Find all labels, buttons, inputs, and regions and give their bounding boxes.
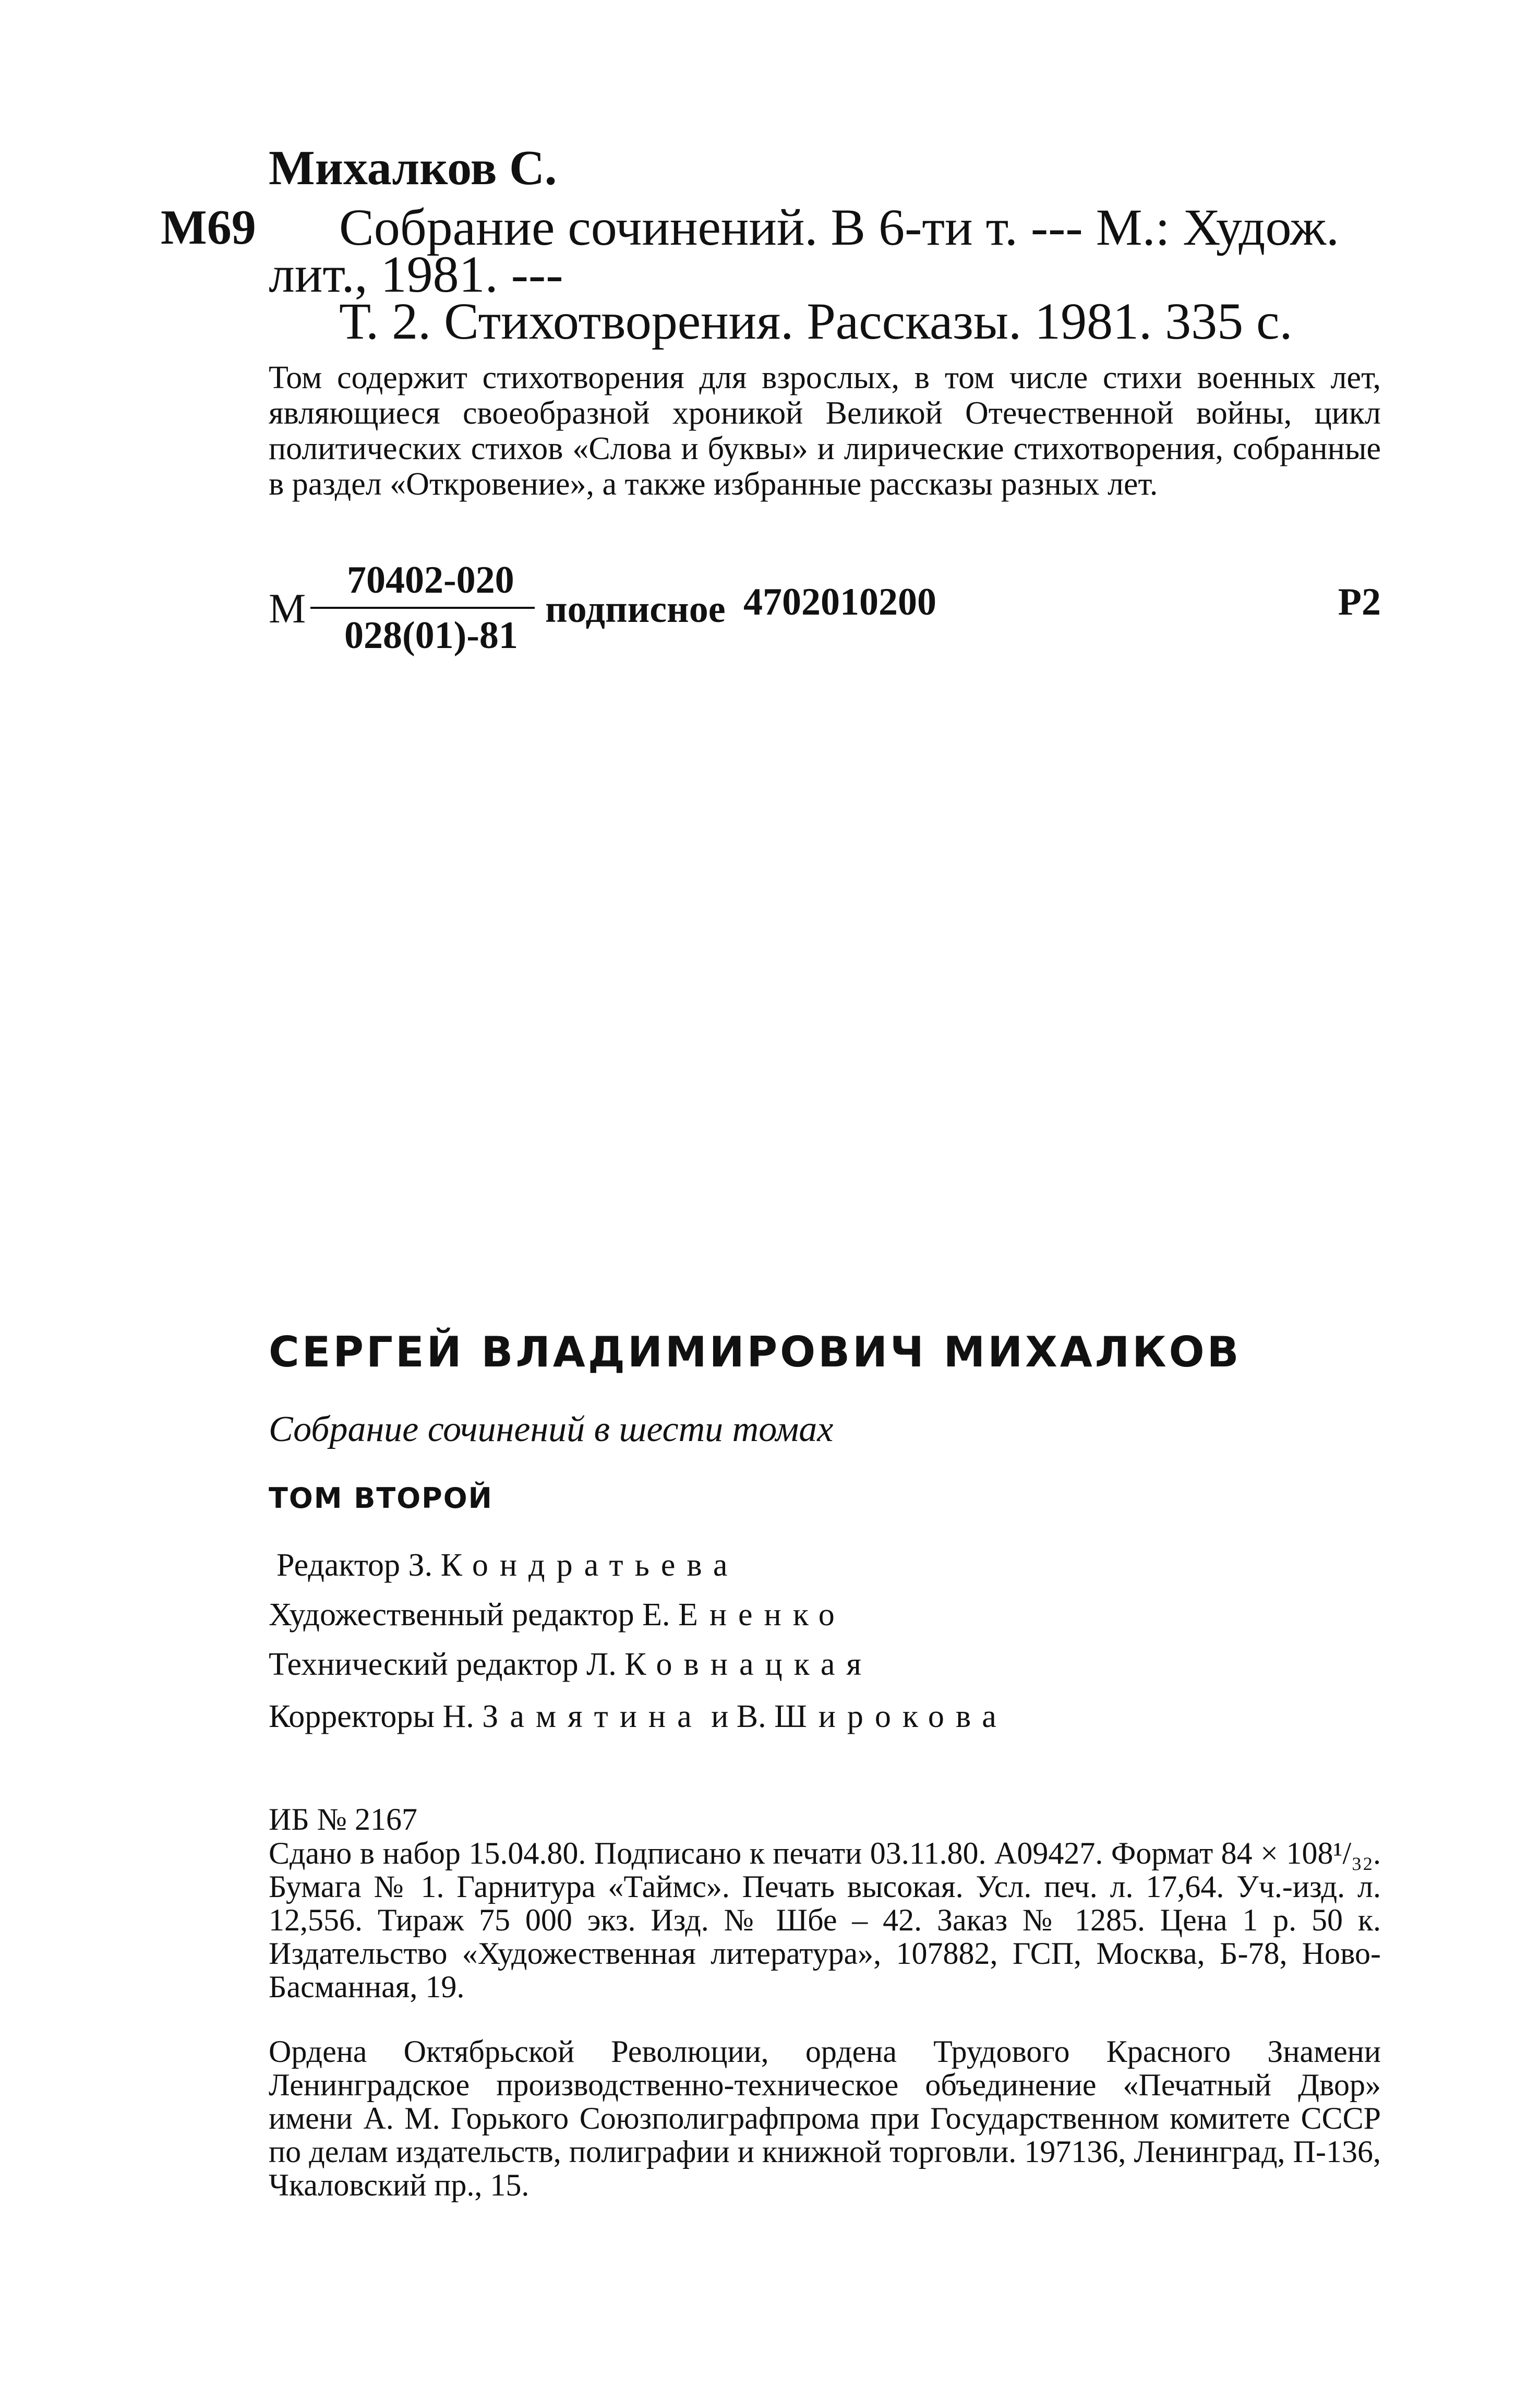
volume-line: Т. 2. Стихотворения. Рассказы. 1981. 335 с.: [339, 292, 1293, 350]
edition-line-2: лит., 1981. ---: [269, 245, 563, 303]
catalog-code-row: [269, 558, 1381, 678]
credit-editor: [276, 1547, 739, 1584]
print-details: Сдано в набор 15.04.80. Подписано к печати 03.11.80. А09427. Формат 84 × 108¹/₃₂. Бумага № 1. Гарнитура «Таймс». Печать высокая. Усл. печ. л. 17,64. Уч.-изд. л. 12,556. Тираж 75 000 экз. Изд. № Шбе – 42. Заказ № 1285. Цена 1 р. 50 к. Издательство «Художественная литература», 107882, ГСП, Москва, Б-78, Ново-Басманная, 19.: [269, 1836, 1381, 2004]
ib-number: ИБ № 2167: [269, 1802, 418, 1837]
credit-role: Технический редактор Л.: [269, 1647, 617, 1682]
catalog-denominator: 028(01)-81: [344, 614, 518, 657]
credit-role: Редактор З.: [276, 1547, 433, 1583]
volume-label: ТОМ ВТОРОЙ: [269, 1482, 493, 1515]
author-full-name: СЕРГЕЙ ВЛАДИМИРОВИЧ МИХАЛКОВ: [269, 1328, 1242, 1376]
fraction-bar: [310, 607, 535, 609]
credit-name: Ковнацкая: [624, 1647, 873, 1682]
credit-role: Художественный редактор Е.: [269, 1597, 670, 1633]
author-mark-code: М69: [161, 200, 256, 255]
credit-art-editor: [269, 1597, 846, 1634]
collection-subtitle: Собрание сочинений в шести томах: [269, 1409, 834, 1449]
credit-tech-editor: [269, 1646, 873, 1683]
author-heading: Михалков С.: [269, 141, 557, 195]
credit-name: Кондратьева: [440, 1547, 739, 1583]
catalog-numerator: 70402-020: [347, 559, 514, 602]
credit-name-2: Широкова: [774, 1699, 1008, 1734]
printer-info: Ордена Октябрьской Революции, ордена Трудового Красного Знамени Ленинградское производственно-техническое объединение «Печатный Двор» имени А. М. Горького Союзполиграфпрома при Государственном комитете СССР по делам издательств, полиграфии и книжной торговли. 197136, Ленинград, П-136, Чкаловский пр., 15.: [269, 2034, 1381, 2202]
credit-name: Ененко: [678, 1597, 846, 1633]
credit-joiner: и: [711, 1699, 729, 1734]
classification-code: Р2: [1338, 581, 1381, 623]
catalog-prefix: М: [269, 586, 306, 632]
credit-role-2: В.: [736, 1699, 766, 1734]
edition-line-1: Собрание сочинений. В 6-ти т. --- М.: Худож.: [339, 198, 1340, 256]
credit-name: Замятина: [482, 1699, 703, 1734]
subscription-label: подписное: [545, 588, 726, 631]
credit-role: Корректоры Н.: [269, 1699, 474, 1734]
catalog-index: 4702010200: [743, 581, 936, 623]
credit-proofreaders: [269, 1698, 1008, 1735]
annotation-paragraph: Том содержит стихотворения для взрослых, в том числе стихи военных лет, являющиеся своеобразной хроникой Великой Отечественной войны, цикл политических стихов «Слова и буквы» и лирические стихотворения, собранные в раздел «Откровение», а также избранные рассказы разных лет.: [269, 360, 1381, 502]
